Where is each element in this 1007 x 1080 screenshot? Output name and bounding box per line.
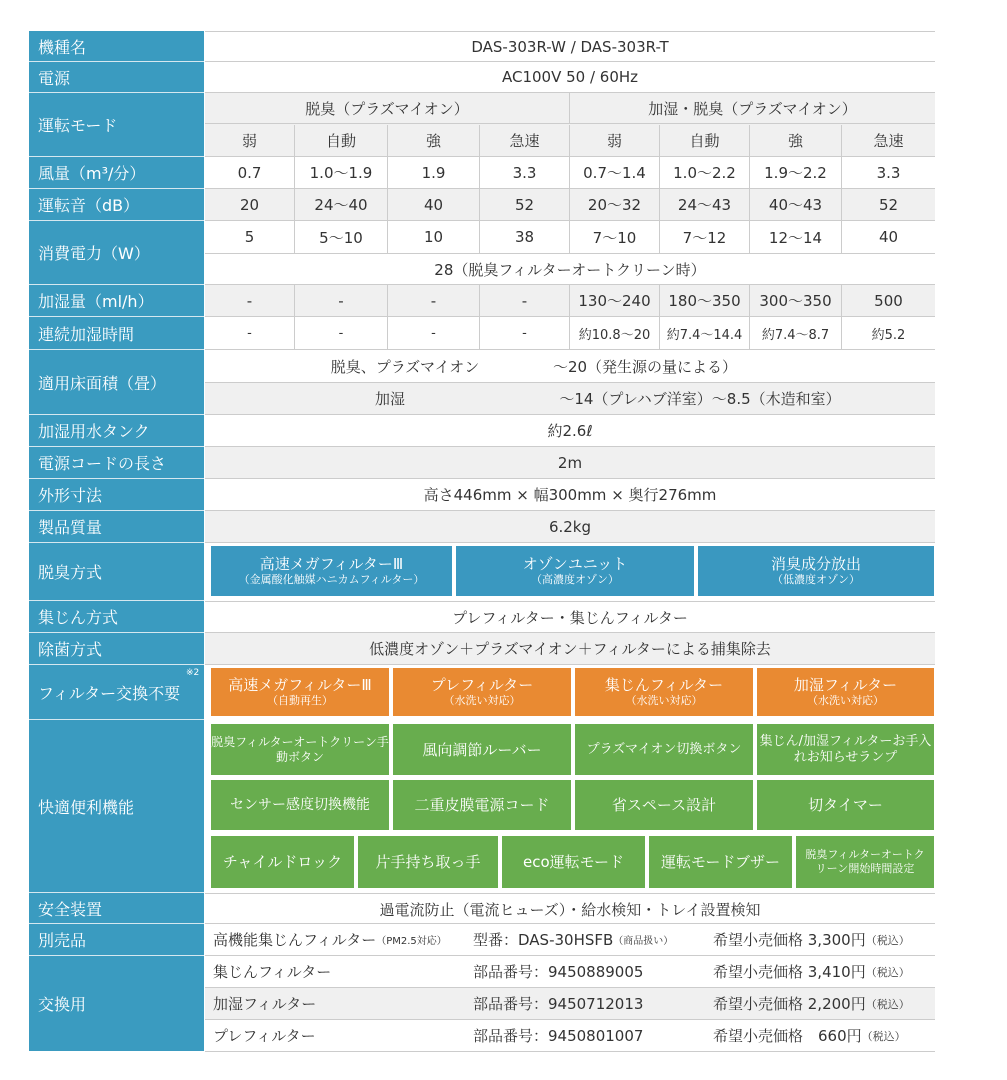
- noise-cell: 52: [878, 195, 899, 214]
- floor-r1-value: 〜20（発生源の量による）: [552, 357, 738, 376]
- row-cord: [205, 447, 935, 479]
- filter-note: ※2: [186, 668, 200, 678]
- feature-buzzer: 運転モードブザー: [648, 835, 793, 889]
- label-option: 別売品: [29, 924, 204, 956]
- mode-col-header: 弱: [205, 125, 295, 156]
- filter-tile-dust: 集じんフィルター （水洗い対応）: [574, 667, 754, 717]
- replace-price: 希望小売価格 3,410円 （税込）: [713, 963, 910, 981]
- filter-tile-megafilter: 高速メガフィルターⅢ （自動再生）: [210, 667, 390, 717]
- replace-row: [205, 988, 935, 1020]
- label-consumption: 消費電力（W）: [29, 221, 204, 285]
- noise-cell: 24〜43: [660, 189, 750, 220]
- floor-r2-label: 加湿: [374, 389, 405, 408]
- option-code: 型番：DAS-30HSFB （商品扱い）: [473, 931, 674, 949]
- weight-value: 6.2kg: [548, 517, 592, 536]
- consumption-cell: 5: [205, 221, 295, 253]
- label-weight: 製品質量: [29, 511, 204, 543]
- replace-code: 部品番号：9450712013: [473, 995, 644, 1013]
- row-option: [205, 924, 935, 956]
- feature-sensor: センサー感度切換機能: [210, 779, 390, 831]
- row-power: [205, 62, 935, 93]
- row-noise: [205, 189, 935, 221]
- noise-cell: 40: [388, 189, 480, 220]
- continuous-cell: -: [480, 317, 570, 349]
- option-name: 高機能集じんフィルター （PM2.5対応）: [213, 931, 447, 949]
- label-power: 電源: [29, 62, 204, 93]
- humid-cell: 300〜350: [750, 285, 842, 316]
- mode-col-header: 急速: [480, 125, 570, 156]
- label-deodor: 脱臭方式: [29, 543, 204, 601]
- feature-filter-lamp: 集じん/加湿フィルターお手入れお知らせランプ: [756, 723, 935, 776]
- row-sterilize: [205, 633, 935, 665]
- filter-tile-humid: 加湿フィルター （水洗い対応）: [756, 667, 935, 717]
- tank-value: 約2.6ℓ: [547, 422, 593, 440]
- row-model: [205, 31, 935, 62]
- airflow-cell: 1.0〜2.2: [660, 157, 750, 188]
- airflow-cell: 1.9〜2.2: [750, 157, 842, 188]
- consumption-cell: 10: [388, 221, 480, 253]
- row-dims: [205, 479, 935, 511]
- label-dust: 集じん方式: [29, 601, 204, 633]
- continuous-cell: -: [295, 317, 388, 349]
- label-cord: 電源コードの長さ: [29, 447, 204, 479]
- deodor-tile-ozone-unit: オゾンユニット （高濃度オゾン）: [455, 545, 695, 597]
- row-consumption: [205, 221, 935, 285]
- label-airflow: 風量（m³/分）: [29, 157, 204, 189]
- label-dims: 外形寸法: [29, 479, 204, 511]
- replace-name: 集じんフィルター: [213, 963, 332, 981]
- label-humid: 加湿量（ml/h）: [29, 285, 204, 317]
- airflow-cell: 1.9: [388, 157, 480, 188]
- row-airflow: [205, 157, 935, 189]
- row-floor: [205, 350, 935, 415]
- mode-group-deodor: 脱臭（プラズマイオン）: [205, 93, 570, 124]
- feature-plasma-switch: プラズマイオン切換ボタン: [574, 723, 754, 776]
- humid-cell: 130〜240: [570, 285, 660, 316]
- dims-value: 高さ446mm × 幅300mm × 奥行276mm: [423, 486, 717, 504]
- mode-col-header: 自動: [295, 125, 388, 156]
- consumption-cell: 5〜10: [295, 221, 388, 253]
- consumption-cell: 12〜14: [750, 221, 842, 253]
- feature-childlock: チャイルドロック: [210, 835, 355, 889]
- humid-cell: -: [295, 285, 388, 316]
- safety-value: 過電流防止（電流ヒューズ）・給水検知・トレイ設置検知: [379, 900, 761, 919]
- mode-col-header: 急速: [873, 132, 904, 150]
- replace-code: 部品番号：9450889005: [473, 963, 644, 981]
- feature-cord: 二重皮膜電源コード: [392, 779, 572, 831]
- row-weight: [205, 511, 935, 543]
- feature-handle: 片手持ち取っ手: [357, 835, 499, 889]
- row-humid: [205, 285, 935, 317]
- feature-eco: eco運転モード: [501, 835, 646, 889]
- humid-cell: -: [480, 285, 570, 316]
- model-value: DAS-303R-W / DAS-303R-T: [471, 38, 669, 56]
- feature-autoclean-button: 脱臭フィルターオートクリーン手動ボタン: [210, 723, 390, 776]
- row-dust: [205, 601, 935, 633]
- deodor-tile-megafilter: 高速メガフィルターⅢ （金属酸化触媒ハニカムフィルター）: [210, 545, 453, 597]
- label-replace: 交換用: [38, 995, 87, 1014]
- airflow-cell: 0.7〜1.4: [570, 157, 660, 188]
- consumption-cell: 7〜10: [570, 221, 660, 253]
- power-value: AC100V 50 / 60Hz: [501, 68, 639, 86]
- consumption-cell: 7〜12: [660, 221, 750, 253]
- continuous-cell: 約10.8〜20: [570, 317, 660, 349]
- noise-cell: 52: [480, 189, 570, 220]
- sterilize-value: 低濃度オゾン＋プラズマイオン＋フィルターによる捕集除去: [369, 640, 771, 658]
- cord-value: 2m: [557, 453, 583, 472]
- replace-name: プレフィルター: [213, 1027, 316, 1045]
- mode-group-humid: 加湿・脱臭（プラズマイオン）: [570, 93, 935, 124]
- humid-cell: 180〜350: [660, 285, 750, 316]
- feature-timer: 切タイマー: [756, 779, 935, 831]
- continuous-cell: -: [205, 317, 295, 349]
- label-mode: 運転モード: [29, 93, 204, 157]
- replace-price: 希望小売価格 2,200円 （税込）: [713, 995, 910, 1013]
- replace-row: [205, 1020, 935, 1052]
- noise-cell: 24〜40: [295, 189, 388, 220]
- humid-cell: 500: [874, 291, 903, 310]
- continuous-cell: 約5.2: [871, 327, 906, 343]
- feature-louver: 風向調節ルーバー: [392, 723, 572, 776]
- feature-compact: 省スペース設計: [574, 779, 754, 831]
- noise-cell: 20〜32: [570, 189, 660, 220]
- label-noise: 運転音（dB）: [29, 189, 204, 221]
- deodor-tile-release: 消臭成分放出 （低濃度オゾン）: [697, 545, 935, 597]
- option-price: 希望小売価格 3,300円 （税込）: [713, 931, 910, 949]
- row-mode: [205, 93, 935, 157]
- mode-col-header: 強: [388, 125, 480, 156]
- label-sterilize: 除菌方式: [29, 633, 204, 665]
- consumption-cell: 40: [878, 228, 899, 246]
- noise-cell: 20: [205, 189, 295, 220]
- airflow-cell: 3.3: [480, 157, 570, 188]
- replace-price: 希望小売価格 660円 （税込）: [713, 1027, 906, 1045]
- floor-r2-value: 〜14（プレハブ洋室）〜8.5（木造和室）: [559, 389, 841, 408]
- dust-value: プレフィルター・集じんフィルター: [452, 609, 688, 627]
- row-safety: [205, 893, 935, 924]
- filter-tile-prefilter: プレフィルター （水洗い対応）: [392, 667, 572, 717]
- continuous-cell: 約7.4〜14.4: [660, 317, 750, 349]
- humid-cell: -: [205, 285, 295, 316]
- replace-name: 加湿フィルター: [213, 995, 317, 1013]
- label-model: 機種名: [29, 31, 204, 62]
- label-continuous: 連続加湿時間: [29, 317, 204, 350]
- row-tank: [205, 415, 935, 447]
- airflow-cell: 3.3: [876, 163, 901, 182]
- airflow-cell: 0.7: [205, 157, 295, 188]
- airflow-cell: 1.0〜1.9: [295, 157, 388, 188]
- replace-code: 部品番号：9450801007: [473, 1027, 644, 1045]
- label-features: 快適便利機能: [29, 720, 204, 893]
- consumption-cell: 38: [480, 221, 570, 253]
- label-filter: フィルター交換不要: [29, 665, 204, 720]
- continuous-cell: 約7.4〜8.7: [750, 317, 842, 349]
- feature-autoclean-timer: 脱臭フィルターオートクリーン開始時間設定: [795, 835, 935, 889]
- label-safety: 安全装置: [29, 893, 204, 924]
- mode-col-header: 弱: [570, 125, 660, 156]
- floor-r1-label: 脱臭、プラズマイオン: [330, 357, 480, 376]
- mode-col-header: 自動: [660, 125, 750, 156]
- mode-col-header: 強: [750, 125, 842, 156]
- noise-cell: 40〜43: [750, 189, 842, 220]
- continuous-cell: -: [388, 317, 480, 349]
- label-tank: 加湿用水タンク: [29, 415, 204, 447]
- label-floor: 適用床面積（畳）: [29, 350, 204, 415]
- humid-cell: -: [388, 285, 480, 316]
- replace-row: [205, 956, 935, 988]
- row-continuous: [205, 317, 935, 350]
- consumption-note: 28（脱臭フィルターオートクリーン時）: [205, 253, 935, 284]
